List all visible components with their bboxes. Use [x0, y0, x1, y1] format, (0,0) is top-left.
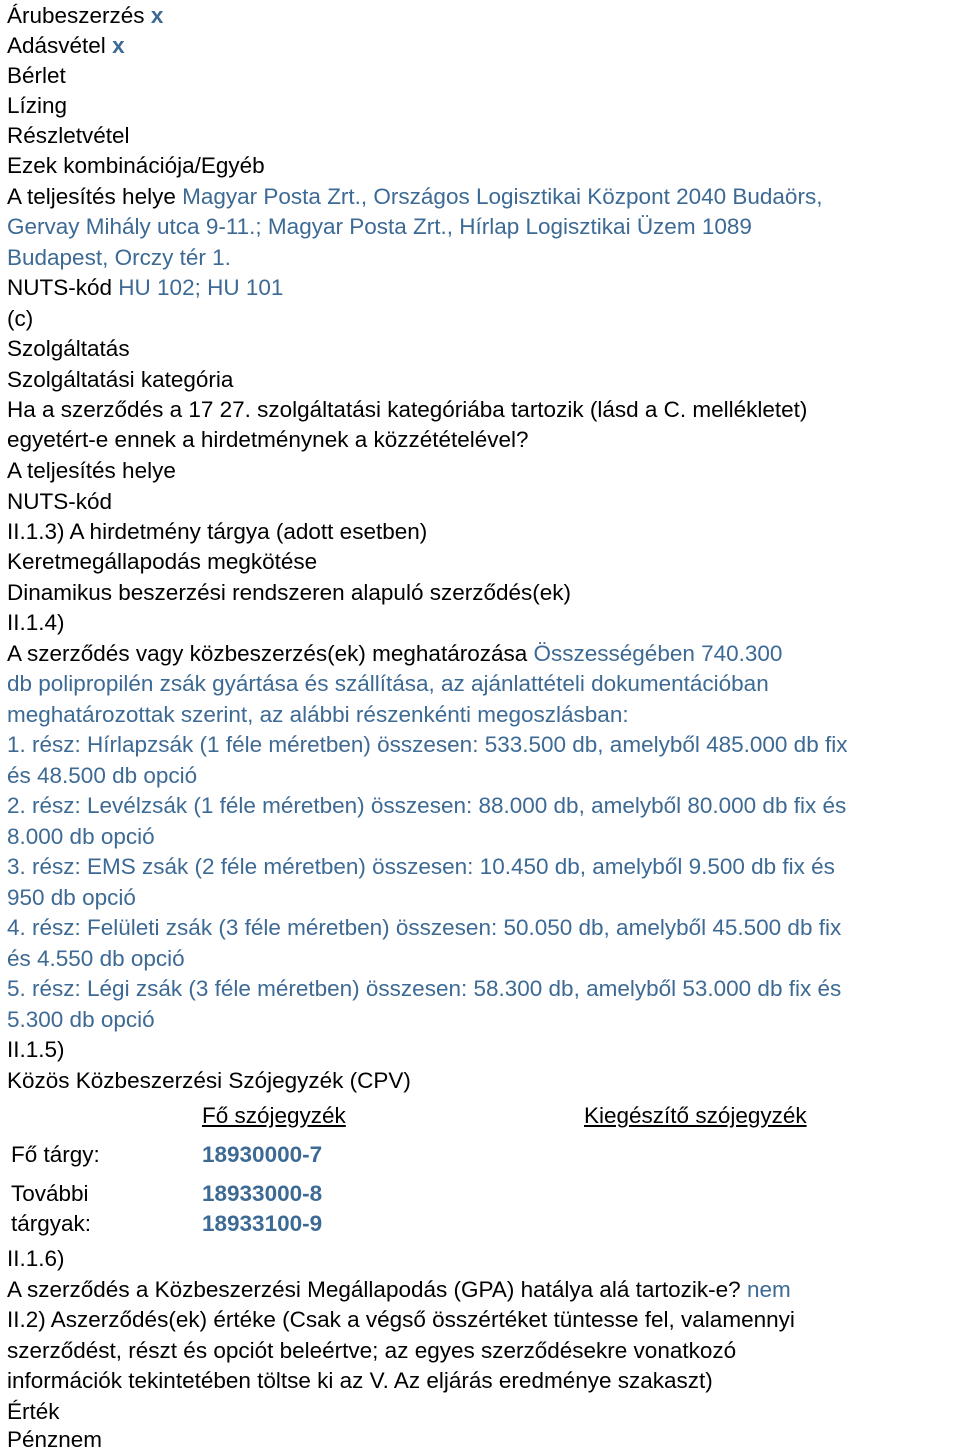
cpv-additional-objects-label-cont: tárgyak:	[11, 1211, 92, 1236]
line-lot-4-cont: és 4.550 db opció	[7, 946, 185, 971]
line-section-ii-2-cont-2: információk tekintetében töltse ki az V. Az eljárás eredménye szakaszt)	[7, 1368, 713, 1393]
line-description-cont-2: meghatározottak szerint, az alábbi részenkénti megoszlásban:	[7, 702, 629, 727]
line-lot-1: 1. rész: Hírlapzsák (1 féle méretben) összesen: 533.500 db, amelyből 485.000 db fix	[7, 732, 848, 757]
line-description-cont-1: db polipropilén zsák gyártása és szállítása, az ajánlattételi dokumentációban	[7, 671, 769, 696]
selected-mark: x	[150, 3, 164, 28]
cpv-header-supplementary-vocabulary: Kiegészítő szójegyzék	[584, 1103, 807, 1128]
line-c: (c)	[7, 306, 34, 331]
line-service-category: Szolgáltatási kategória	[7, 367, 234, 392]
gpa-answer: nem	[746, 1277, 791, 1302]
line-purchase: Adásvétel x	[7, 33, 125, 58]
line-cpv-title: Közös Közbeszerzési Szójegyzék (CPV)	[7, 1068, 411, 1093]
cpv-main-object-code: 18930000-7	[202, 1142, 323, 1167]
line-section-ii-1-6: II.1.6)	[7, 1246, 65, 1271]
selected-mark: x	[112, 33, 125, 58]
cpv-main-object-label: Fő tárgy:	[11, 1142, 100, 1167]
line-place-cont-2: Budapest, Orczy tér 1.	[7, 245, 231, 270]
line-lot-3: 3. rész: EMS zsák (2 féle méretben) összesen: 10.450 db, amelyből 9.500 db fix és	[7, 854, 835, 879]
line-currency: Pénznem	[7, 1427, 103, 1452]
nuts-value: HU 102; HU 101	[118, 275, 284, 300]
line-place-of-performance: A teljesítés helye Magyar Posta Zrt., Országos Logisztikai Központ 2040 Budaörs,	[7, 184, 823, 209]
cpv-additional-code-2: 18933100-9	[202, 1211, 323, 1236]
line-lot-2-cont: 8.000 db opció	[7, 824, 155, 849]
line-section-ii-1-5: II.1.5)	[7, 1037, 65, 1062]
line-place-cont-1: Gervay Mihály utca 9-11.; Magyar Posta Zrt., Hírlap Logisztikai Üzem 1089	[7, 214, 752, 239]
line-lot-5: 5. rész: Légi zsák (3 féle méretben) összesen: 58.300 db, amelyből 53.000 db fix és	[7, 976, 842, 1001]
line-service: Szolgáltatás	[7, 336, 130, 361]
line-gpa-question: A szerződés a Közbeszerzési Megállapodás (GPA) hatálya alá tartozik-e? nem	[7, 1277, 791, 1302]
cpv-additional-objects-label: További	[11, 1181, 89, 1206]
line-lot-3-cont: 950 db opció	[7, 885, 136, 910]
line-dynamic-purchasing: Dinamikus beszerzési rendszeren alapuló szerződés(ek)	[7, 580, 572, 605]
line-lot-2: 2. rész: Levélzsák (1 féle méretben) összesen: 88.000 db, amelyből 80.000 db fix és	[7, 793, 847, 818]
place-value: Magyar Posta Zrt., Országos Logisztikai Központ 2040 Budaörs,	[182, 184, 823, 209]
line-category-question: Ha a szerződés a 17 27. szolgáltatási kategóriába tartozik (lásd a C. mellékletet)	[7, 397, 808, 422]
line-leasing: Lízing	[7, 93, 68, 118]
line-section-ii-1-4: II.1.4)	[7, 610, 65, 635]
line-installment: Részletvétel	[7, 123, 130, 148]
line-value: Érték	[7, 1399, 60, 1424]
line-lot-4: 4. rész: Felületi zsák (3 féle méretben) összesen: 50.050 db, amelyből 45.500 db fix	[7, 915, 842, 940]
line-nuts-code-2: NUTS-kód	[7, 489, 113, 514]
line-category-question-cont: egyetért-e ennek a hirdetménynek a közzétételével?	[7, 427, 529, 452]
line-lot-1-cont: és 48.500 db opció	[7, 763, 198, 788]
line-goods-procurement: Árubeszerzés x	[7, 3, 164, 28]
line-section-ii-2: II.2) Aszerződés(ek) értéke (Csak a végső összértéket tüntesse fel, valamennyi	[7, 1307, 795, 1332]
line-nuts-code: NUTS-kód HU 102; HU 101	[7, 275, 284, 300]
line-framework-agreement: Keretmegállapodás megkötése	[7, 549, 318, 574]
line-rental: Bérlet	[7, 63, 66, 88]
line-combination-other: Ezek kombinációja/Egyéb	[7, 153, 265, 178]
cpv-additional-code-1: 18933000-8	[202, 1181, 323, 1206]
line-place-of-performance-2: A teljesítés helye	[7, 458, 176, 483]
line-section-ii-2-cont-1: szerződést, részt és opciót beleértve; az egyes szerződésekre vonatkozó	[7, 1338, 737, 1363]
line-lot-5-cont: 5.300 db opció	[7, 1007, 155, 1032]
line-contract-description: A szerződés vagy közbeszerzés(ek) meghatározása Összességében 740.300	[7, 641, 783, 666]
description-value: Összességében 740.300	[533, 641, 783, 666]
line-section-ii-1-3: II.1.3) A hirdetmény tárgya (adott esetben)	[7, 519, 428, 544]
cpv-header-main-vocabulary: Fő szójegyzék	[202, 1103, 346, 1128]
